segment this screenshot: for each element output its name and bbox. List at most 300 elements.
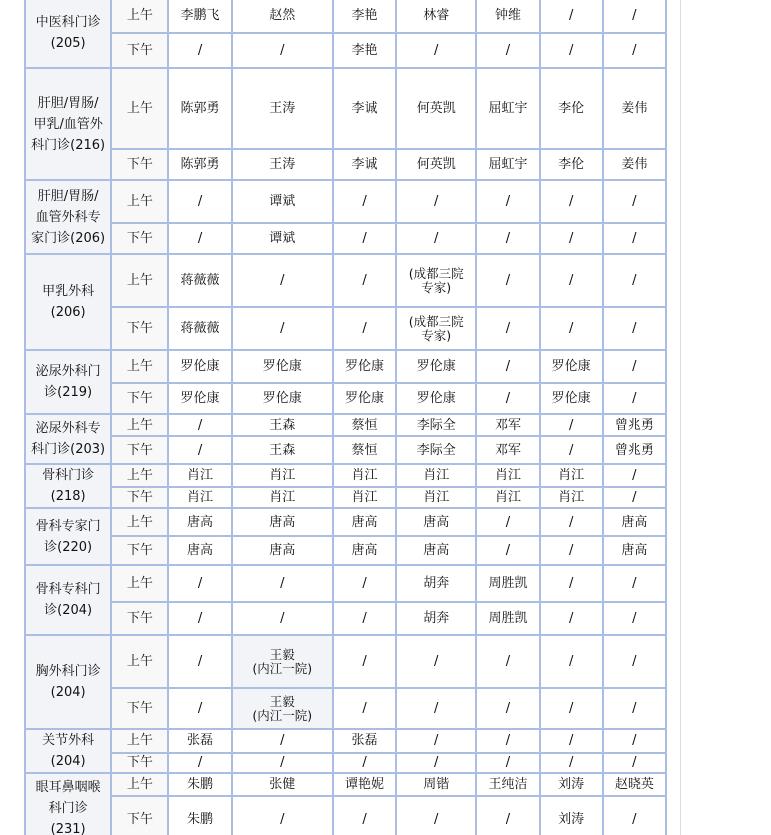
doctor-cell <box>396 223 476 254</box>
doctor-cell <box>333 254 396 307</box>
period-cell: 上午 <box>111 180 168 223</box>
department-name-line: (205) <box>50 35 86 51</box>
doctor-name: 王森 <box>269 442 296 458</box>
doctor-cell <box>476 487 539 508</box>
doctor-cell <box>396 487 476 508</box>
department-name-line: 甲乳/血管外 <box>33 116 103 132</box>
doctor-name: 谭斌 <box>269 231 296 246</box>
doctor-cell <box>540 536 603 565</box>
doctor-cell <box>396 149 476 180</box>
doctor-name: 胡奔 <box>423 576 450 591</box>
department-name-line: 胸外科门诊 <box>35 664 101 679</box>
doctor-cell <box>333 796 396 835</box>
doctor-name: / <box>632 391 637 406</box>
doctor-cell <box>603 0 666 33</box>
doctor-name: / <box>280 611 285 626</box>
doctor-cell <box>540 729 603 753</box>
doctor-name: / <box>280 43 285 58</box>
doctor-cell <box>232 68 333 149</box>
doctor-name: / <box>197 194 203 209</box>
doctor-cell <box>603 565 666 602</box>
doctor-cell <box>396 180 476 223</box>
doctor-cell <box>603 436 666 464</box>
doctor-cell <box>396 68 476 149</box>
doctor-name: / <box>568 321 574 336</box>
doctor-name: / <box>568 654 574 669</box>
doctor-name: 唐高 <box>621 543 648 558</box>
doctor-name: / <box>505 194 511 209</box>
doctor-name: 肖江 <box>494 490 521 506</box>
doctor-name: / <box>568 417 574 433</box>
doctor-cell <box>232 536 333 565</box>
doctor-cell <box>232 350 333 383</box>
schedule-row <box>25 33 666 68</box>
doctor-name: / <box>568 543 574 558</box>
doctor-name: / <box>362 701 367 716</box>
doctor-name: 肖江 <box>187 468 214 484</box>
doctor-name: / <box>632 733 637 749</box>
doctor-cell <box>603 180 666 223</box>
doctor-cell <box>603 464 666 487</box>
doctor-cell <box>396 536 476 565</box>
doctor-name: 罗伦康 <box>551 391 591 406</box>
doctor-cell <box>540 436 603 464</box>
doctor-cell <box>168 635 231 688</box>
doctor-cell <box>476 464 539 487</box>
period-cell: 上午 <box>111 350 168 383</box>
schedule-body <box>25 0 666 835</box>
doctor-name: / <box>434 733 439 749</box>
doctor-name: / <box>632 490 637 506</box>
doctor-cell <box>333 565 396 602</box>
doctor-cell <box>232 635 333 688</box>
doctor-name: / <box>568 43 574 58</box>
doctor-name: / <box>280 321 285 336</box>
doctor-cell <box>476 729 539 753</box>
doctor-cell <box>396 350 476 383</box>
department-name-line: 泌尿外科门 <box>35 364 101 379</box>
doctor-name: / <box>197 576 203 591</box>
doctor-cell <box>396 0 476 33</box>
doctor-cell <box>476 796 539 835</box>
doctor-cell <box>232 383 333 414</box>
doctor-name: 王纯洁 <box>488 777 528 792</box>
doctor-name: 谭斌 <box>269 194 296 209</box>
doctor-name: / <box>505 514 511 530</box>
doctor-cell <box>540 565 603 602</box>
doctor-cell <box>540 254 603 307</box>
schedule-row <box>25 796 666 835</box>
department-name-line: 关节外科 <box>42 733 95 748</box>
doctor-cell <box>168 796 231 835</box>
doctor-cell <box>540 487 603 508</box>
doctor-cell <box>476 254 539 307</box>
doctor-cell <box>603 68 666 149</box>
doctor-name: / <box>280 812 285 827</box>
doctor-cell <box>232 223 333 254</box>
doctor-name: / <box>568 701 574 716</box>
department-name-line: (218) <box>50 489 86 504</box>
doctor-name: / <box>505 733 511 749</box>
doctor-name: 李诚 <box>351 157 378 172</box>
doctor-cell <box>333 68 396 149</box>
period-cell: 下午 <box>111 33 168 68</box>
period-cell: 下午 <box>111 383 168 414</box>
doctor-name: / <box>280 273 285 288</box>
doctor-name: 刘涛 <box>558 812 585 827</box>
department-name-line: 甲乳外科 <box>42 284 95 299</box>
doctor-cell <box>232 753 333 773</box>
doctor-name: 肖江 <box>187 490 214 506</box>
doctor-cell <box>540 383 603 414</box>
doctor-name: 专家) <box>421 327 452 343</box>
schedule-row <box>25 149 666 180</box>
doctor-cell <box>476 149 539 180</box>
doctor-name: / <box>197 755 203 771</box>
period-cell: 上午 <box>111 254 168 307</box>
doctor-cell <box>168 350 231 383</box>
schedule-row <box>25 436 666 464</box>
doctor-name: 李鹏飞 <box>180 7 220 23</box>
period-cell: 下午 <box>111 149 168 180</box>
schedule-row <box>25 508 666 536</box>
schedule-row <box>25 350 666 383</box>
doctor-cell <box>396 753 476 773</box>
doctor-cell <box>168 33 231 68</box>
schedule-row <box>25 383 666 414</box>
doctor-name: 陈郭勇 <box>180 101 220 116</box>
doctor-cell <box>540 0 603 33</box>
doctor-cell <box>603 753 666 773</box>
schedule-row <box>25 223 666 254</box>
doctor-cell <box>168 753 231 773</box>
doctor-cell <box>603 508 666 536</box>
doctor-name: / <box>197 654 203 669</box>
doctor-cell <box>232 688 333 729</box>
doctor-name: 李诚 <box>351 101 378 116</box>
doctor-cell <box>396 635 476 688</box>
doctor-cell <box>168 487 231 508</box>
doctor-name: 王毅 <box>269 693 295 709</box>
doctor-name: 邓军 <box>494 442 521 458</box>
doctor-name: / <box>568 514 574 530</box>
doctor-name: 赵晓英 <box>614 777 654 792</box>
department-name-line: 骨科专家门 <box>35 518 101 534</box>
doctor-cell <box>396 436 476 464</box>
period-cell: 下午 <box>111 536 168 565</box>
doctor-cell <box>603 487 666 508</box>
doctor-name: 唐高 <box>351 514 378 530</box>
doctor-name: 钟维 <box>494 7 521 23</box>
doctor-cell <box>396 33 476 68</box>
doctor-name: / <box>505 654 511 669</box>
doctor-cell <box>232 307 333 350</box>
doctor-cell <box>476 350 539 383</box>
doctor-cell <box>603 773 666 796</box>
doctor-name: 朱鹏 <box>187 812 214 827</box>
doctor-cell <box>476 33 539 68</box>
doctor-name: 李际全 <box>416 417 456 433</box>
doctor-cell <box>540 350 603 383</box>
department-name-line: 血管外科专 <box>35 209 101 225</box>
doctor-cell <box>540 68 603 149</box>
doctor-name: / <box>505 231 511 246</box>
doctor-name: / <box>568 7 574 23</box>
period-cell: 上午 <box>111 729 168 753</box>
doctor-name: / <box>434 812 439 827</box>
doctor-cell <box>540 307 603 350</box>
doctor-name: 肖江 <box>351 468 378 484</box>
doctor-cell <box>540 33 603 68</box>
doctor-name: / <box>362 755 367 771</box>
doctor-name: / <box>362 576 367 591</box>
schedule-row <box>25 773 666 796</box>
period-cell: 下午 <box>111 487 168 508</box>
doctor-name: / <box>505 321 511 336</box>
doctor-cell <box>333 635 396 688</box>
doctor-cell <box>168 536 231 565</box>
doctor-name: 唐高 <box>621 514 648 530</box>
schedule-row <box>25 254 666 307</box>
period-cell: 上午 <box>111 773 168 796</box>
doctor-cell <box>476 307 539 350</box>
doctor-name: / <box>568 194 574 209</box>
doctor-cell <box>232 729 333 753</box>
doctor-name: 蒋薇薇 <box>180 273 220 288</box>
department-name-line: (204) <box>50 685 86 700</box>
department-name-line: (231) <box>50 821 86 835</box>
clinic-schedule-table <box>24 0 667 835</box>
doctor-name: 蒋薇薇 <box>180 321 220 336</box>
doctor-cell <box>333 508 396 536</box>
department-cell <box>25 773 111 835</box>
doctor-name: / <box>505 359 511 374</box>
doctor-cell <box>333 688 396 729</box>
doctor-name: / <box>632 654 637 669</box>
period-cell: 上午 <box>111 0 168 33</box>
doctor-name: / <box>632 321 637 336</box>
doctor-cell <box>168 602 231 635</box>
doctor-name: 胡奔 <box>423 611 450 626</box>
doctor-name: 周锴 <box>423 777 450 792</box>
doctor-cell <box>232 508 333 536</box>
period-cell: 上午 <box>111 464 168 487</box>
doctor-name: / <box>632 576 637 591</box>
department-cell <box>25 68 111 180</box>
doctor-name: 专家) <box>421 279 452 295</box>
doctor-cell <box>476 414 539 436</box>
doctor-name: 李艳 <box>351 7 378 23</box>
doctor-name: 肖江 <box>558 468 585 484</box>
schedule-row <box>25 307 666 350</box>
doctor-cell <box>603 223 666 254</box>
department-cell <box>25 414 111 464</box>
doctor-cell <box>540 753 603 773</box>
doctor-cell <box>168 508 231 536</box>
doctor-name: / <box>197 611 203 626</box>
doctor-name: / <box>632 273 637 288</box>
doctor-cell <box>603 307 666 350</box>
doctor-cell <box>333 487 396 508</box>
doctor-name: / <box>568 755 574 771</box>
doctor-name: / <box>632 231 637 246</box>
doctor-cell <box>540 796 603 835</box>
department-name-line: 诊(219) <box>44 385 93 400</box>
doctor-name: / <box>568 273 574 288</box>
doctor-name: / <box>362 231 367 246</box>
doctor-cell <box>476 223 539 254</box>
doctor-cell <box>396 796 476 835</box>
doctor-cell <box>232 0 333 33</box>
doctor-name: 李艳 <box>351 43 378 58</box>
doctor-cell <box>603 729 666 753</box>
doctor-name: 何英凯 <box>416 101 456 116</box>
doctor-name: / <box>280 755 285 771</box>
doctor-cell <box>396 773 476 796</box>
doctor-cell <box>396 565 476 602</box>
doctor-name: / <box>632 755 637 771</box>
department-name-line: (206) <box>50 305 86 320</box>
doctor-name: / <box>197 442 203 458</box>
doctor-cell <box>168 383 231 414</box>
doctor-name: / <box>434 194 439 209</box>
period-cell: 上午 <box>111 565 168 602</box>
doctor-name: (成都三院 <box>408 265 464 281</box>
doctor-name: / <box>568 442 574 458</box>
period-cell: 上午 <box>111 635 168 688</box>
department-name-line: 科门诊(216) <box>31 137 106 153</box>
doctor-name: 蔡恒 <box>351 442 378 458</box>
doctor-cell <box>603 33 666 68</box>
doctor-name: 张健 <box>269 777 296 792</box>
schedule-row <box>25 0 666 33</box>
doctor-name: / <box>568 576 574 591</box>
doctor-name: / <box>362 812 367 827</box>
department-cell <box>25 350 111 414</box>
department-cell <box>25 180 111 254</box>
doctor-cell <box>232 180 333 223</box>
period-cell: 下午 <box>111 223 168 254</box>
schedule-row <box>25 180 666 223</box>
doctor-cell <box>476 436 539 464</box>
department-cell <box>25 0 111 68</box>
doctor-cell <box>333 350 396 383</box>
doctor-name: (内江一院) <box>252 660 313 676</box>
doctor-cell <box>232 414 333 436</box>
doctor-name: / <box>197 701 203 716</box>
doctor-name: 罗伦康 <box>262 391 302 406</box>
doctor-cell <box>333 383 396 414</box>
doctor-cell <box>603 149 666 180</box>
doctor-cell <box>333 602 396 635</box>
doctor-name: 肖江 <box>269 490 296 506</box>
doctor-name: 朱鹏 <box>187 777 214 792</box>
department-cell <box>25 565 111 635</box>
department-name-line: 家门诊(206) <box>31 230 106 246</box>
doctor-name: / <box>197 43 203 58</box>
doctor-name: / <box>362 194 367 209</box>
department-cell <box>25 464 111 508</box>
doctor-name: / <box>632 701 637 716</box>
doctor-cell <box>476 773 539 796</box>
doctor-name: 唐高 <box>269 514 296 530</box>
doctor-cell <box>540 464 603 487</box>
doctor-name: 肖江 <box>423 490 450 506</box>
doctor-cell <box>476 602 539 635</box>
department-name-line: 诊(220) <box>44 539 93 555</box>
doctor-name: 姜伟 <box>621 101 648 116</box>
department-cell <box>25 254 111 350</box>
doctor-cell <box>603 688 666 729</box>
doctor-name: / <box>280 733 285 749</box>
doctor-cell <box>540 688 603 729</box>
doctor-cell <box>168 0 231 33</box>
doctor-cell <box>476 0 539 33</box>
doctor-name: / <box>568 733 574 749</box>
doctor-cell <box>540 414 603 436</box>
doctor-cell <box>232 33 333 68</box>
doctor-name: 何英凯 <box>416 157 456 172</box>
department-name-line: 骨科门诊 <box>42 468 95 483</box>
doctor-cell <box>603 635 666 688</box>
doctor-name: 李伦 <box>558 157 585 172</box>
doctor-cell <box>476 565 539 602</box>
doctor-cell <box>333 33 396 68</box>
doctor-name: 罗伦康 <box>345 359 385 374</box>
schedule-row <box>25 729 666 753</box>
doctor-name: 屈虹宇 <box>488 101 528 116</box>
doctor-cell <box>232 149 333 180</box>
doctor-name: / <box>632 194 637 209</box>
department-name-line: 骨科专科门 <box>35 582 101 597</box>
doctor-name: / <box>505 701 511 716</box>
period-cell: 上午 <box>111 68 168 149</box>
doctor-cell <box>476 753 539 773</box>
doctor-cell <box>396 688 476 729</box>
doctor-name: 曾兆勇 <box>614 442 654 458</box>
doctor-cell <box>168 688 231 729</box>
schedule-row <box>25 414 666 436</box>
schedule-row <box>25 753 666 773</box>
doctor-cell <box>333 536 396 565</box>
department-cell <box>25 729 111 773</box>
doctor-cell <box>603 350 666 383</box>
doctor-cell <box>168 414 231 436</box>
doctor-cell <box>232 436 333 464</box>
doctor-name: 周胜凯 <box>488 576 528 591</box>
department-name-line: 科门诊(203) <box>31 442 106 457</box>
department-name-line: 科门诊 <box>48 800 88 816</box>
doctor-name: 罗伦康 <box>180 359 220 374</box>
doctor-name: 王涛 <box>269 157 296 172</box>
doctor-cell <box>232 773 333 796</box>
doctor-name: 肖江 <box>494 468 521 484</box>
doctor-cell <box>168 464 231 487</box>
doctor-cell <box>540 223 603 254</box>
doctor-cell <box>168 773 231 796</box>
doctor-name: / <box>505 43 511 58</box>
doctor-name: / <box>434 755 439 771</box>
doctor-name: 刘涛 <box>558 777 585 792</box>
doctor-name: 李际全 <box>416 442 456 458</box>
doctor-cell <box>333 753 396 773</box>
doctor-cell <box>232 565 333 602</box>
doctor-cell <box>476 180 539 223</box>
doctor-name: (内江一院) <box>252 707 313 723</box>
doctor-name: / <box>434 701 439 716</box>
doctor-cell <box>168 149 231 180</box>
department-name-line: 中医科门诊 <box>35 14 101 30</box>
